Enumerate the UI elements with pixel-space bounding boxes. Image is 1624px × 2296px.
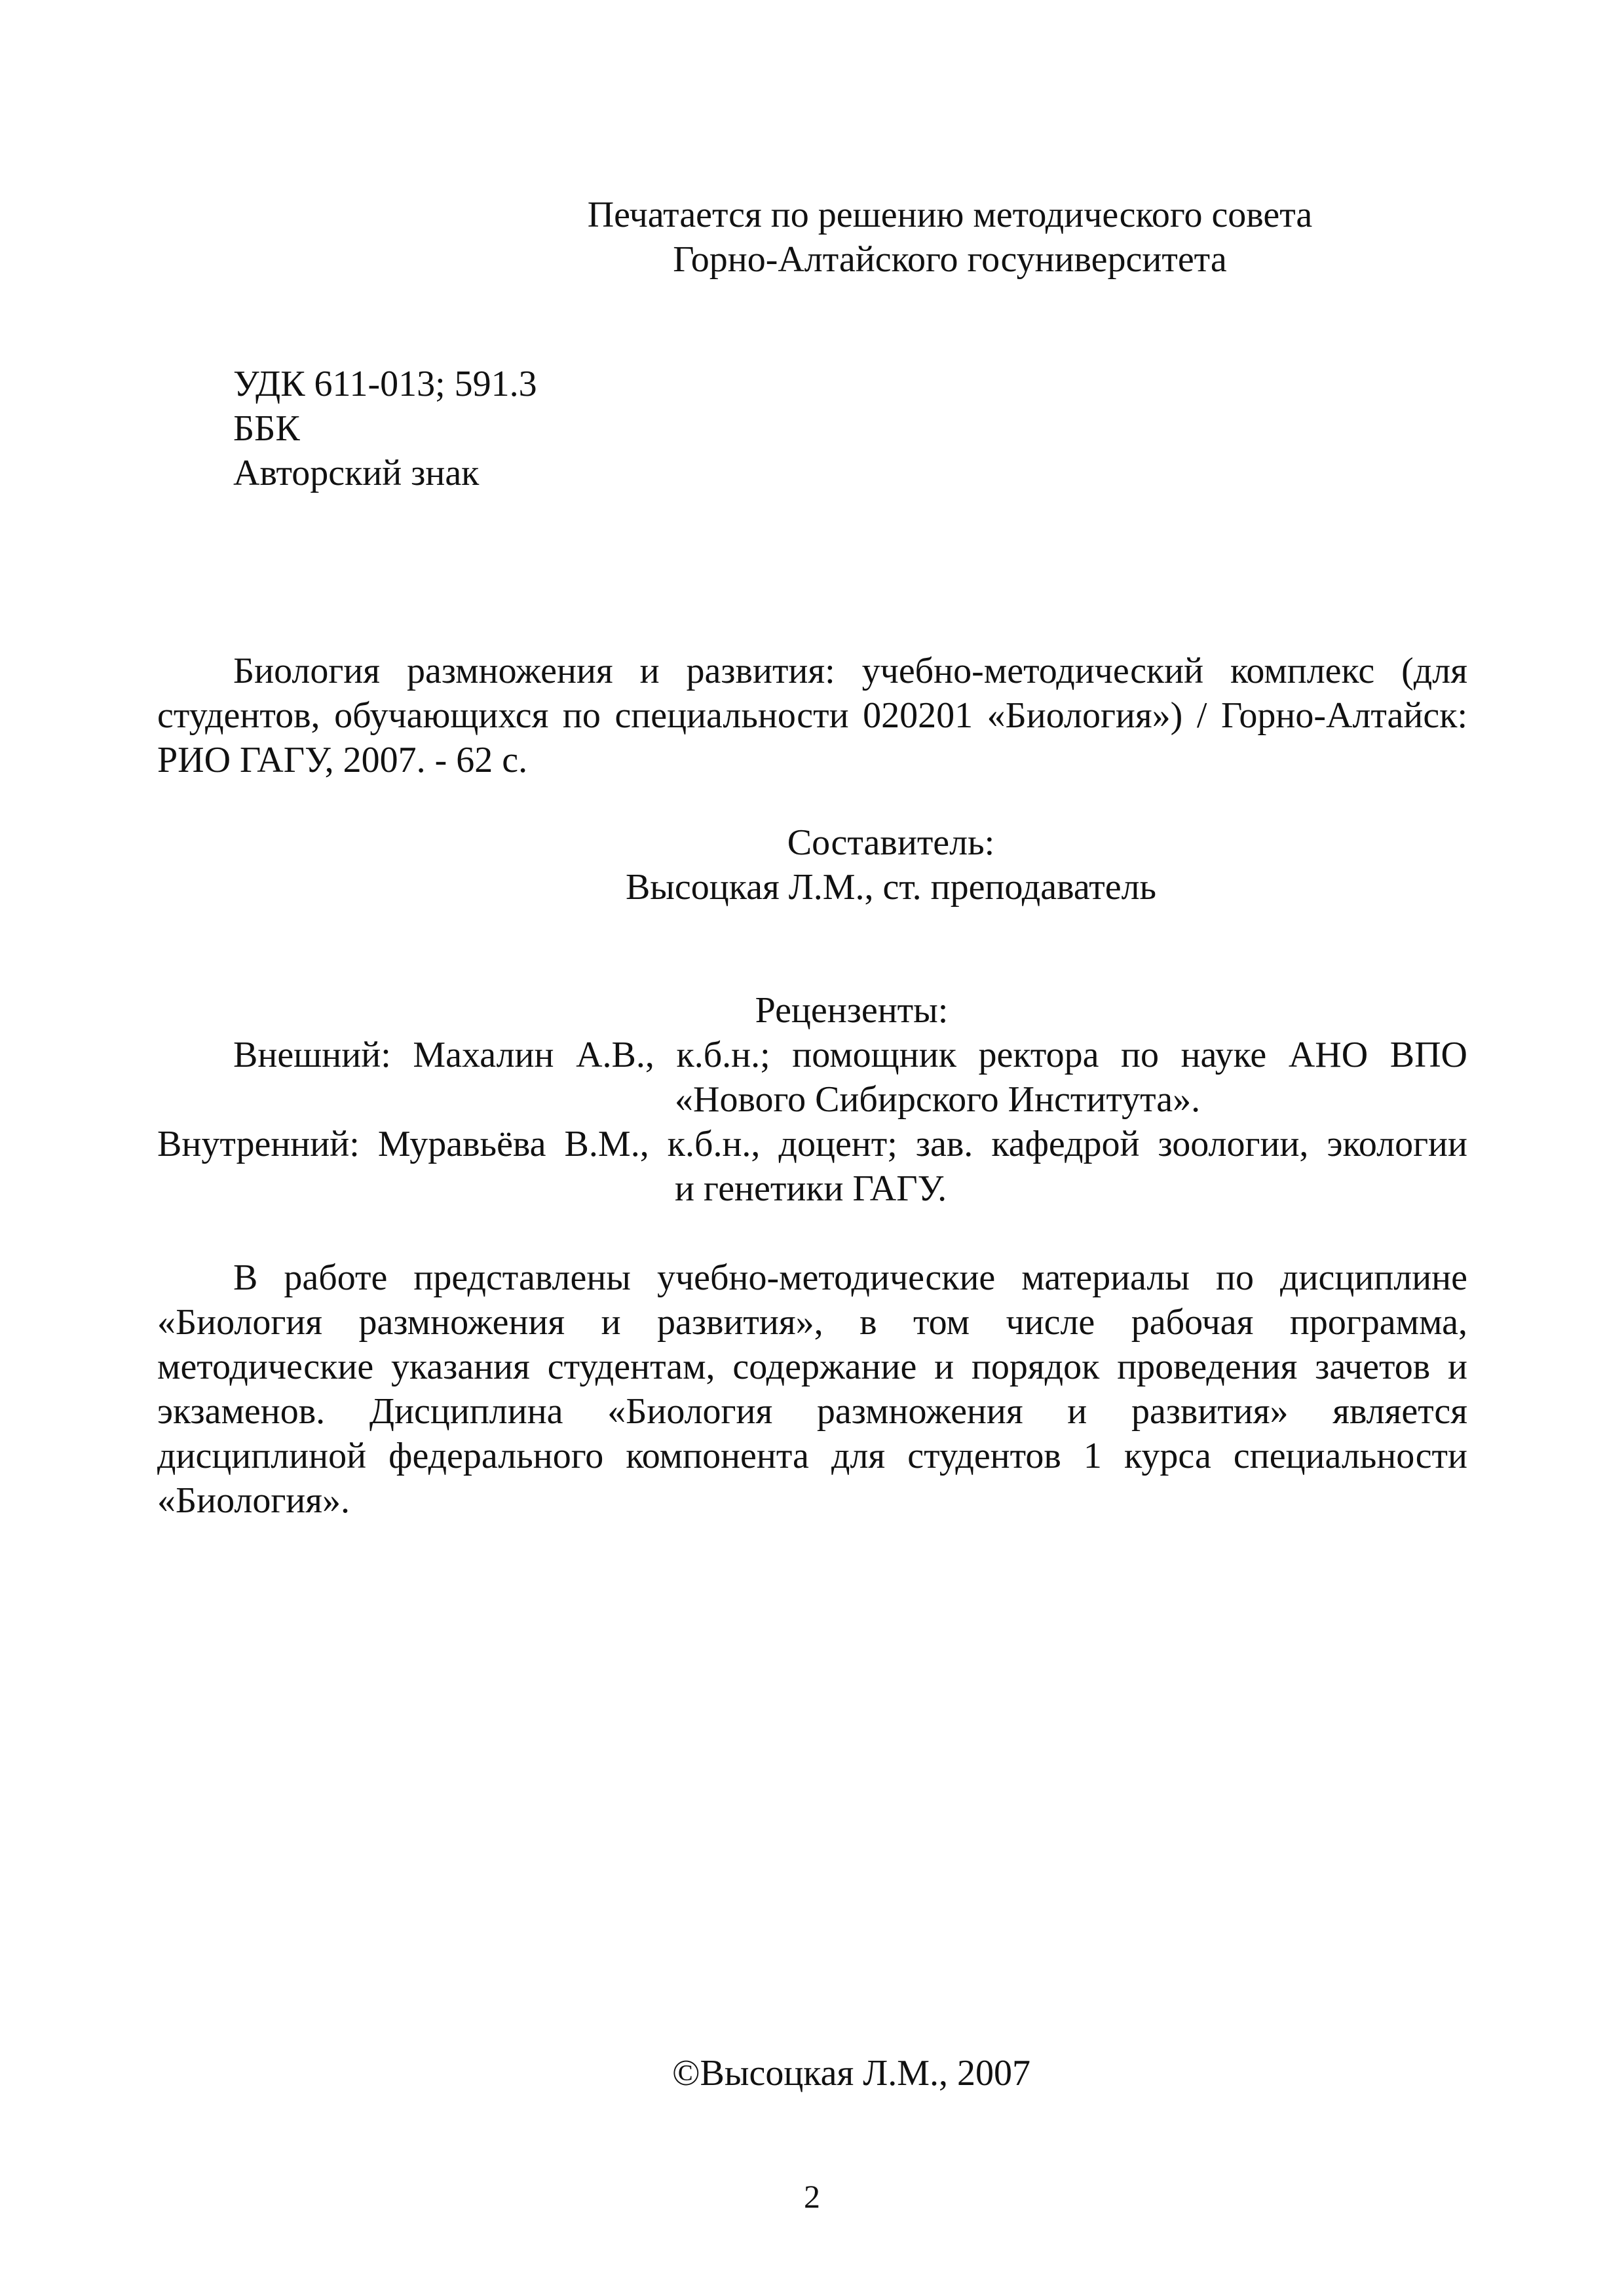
- author-mark: Авторский знак: [233, 453, 480, 493]
- publication-approval: [459, 193, 1441, 282]
- compiler-block: [563, 820, 1218, 909]
- approval-line-2: Горно-Алтайского госуниверситета: [673, 239, 1227, 280]
- copyright-notice: ©Высоцкая Л.М., 2007: [671, 2053, 1031, 2094]
- approval-line-1: Печатается по решению методического совета: [587, 195, 1313, 235]
- udk-index: УДК 611-013; 591.3: [233, 364, 537, 404]
- page-number: 2: [804, 2178, 820, 2215]
- external-reviewer: Внешний: Махалин А.В., к.б.н.; помощник ректора по науке АНО ВПО: [233, 1035, 1467, 1075]
- annotation-paragraph: В работе представлены учебно-методические материалы по дисциплине «Биология размножения и развития», в том числе рабочая программа, методические указания студентам, содержание и порядок проведения зачетов и экзаменов. Дисциплина «Биология размножения и развития» является дисциплиной федерального компонента для студентов 1 курса специальности «Биология».: [157, 1257, 1467, 1521]
- compiler-name: Высоцкая Л.М., ст. преподаватель: [625, 867, 1157, 908]
- reviewers-title: Рецензенты:: [755, 990, 949, 1031]
- external-reviewer-affiliation: «Нового Сибирского Института».: [675, 1079, 1201, 1120]
- reviewers-block: [157, 988, 1467, 1211]
- compiler-title: Составитель:: [787, 822, 995, 863]
- bibliographic-record: Биология размножения и развития: учебно-методический комплекс (для студентов, обучающихся по специальности 020201 «Биология») / Горно-Алтайск: РИО ГАГУ, 2007. - 62 с.: [157, 651, 1467, 780]
- bbk-index: ББК: [233, 408, 300, 449]
- classification-indices: [233, 362, 1019, 495]
- internal-reviewer-affiliation: и генетики ГАГУ.: [675, 1168, 947, 1209]
- internal-reviewer: Внутренний: Муравьёва В.М., к.б.н., доцент; зав. кафедрой зоологии, экологии: [157, 1124, 1467, 1164]
